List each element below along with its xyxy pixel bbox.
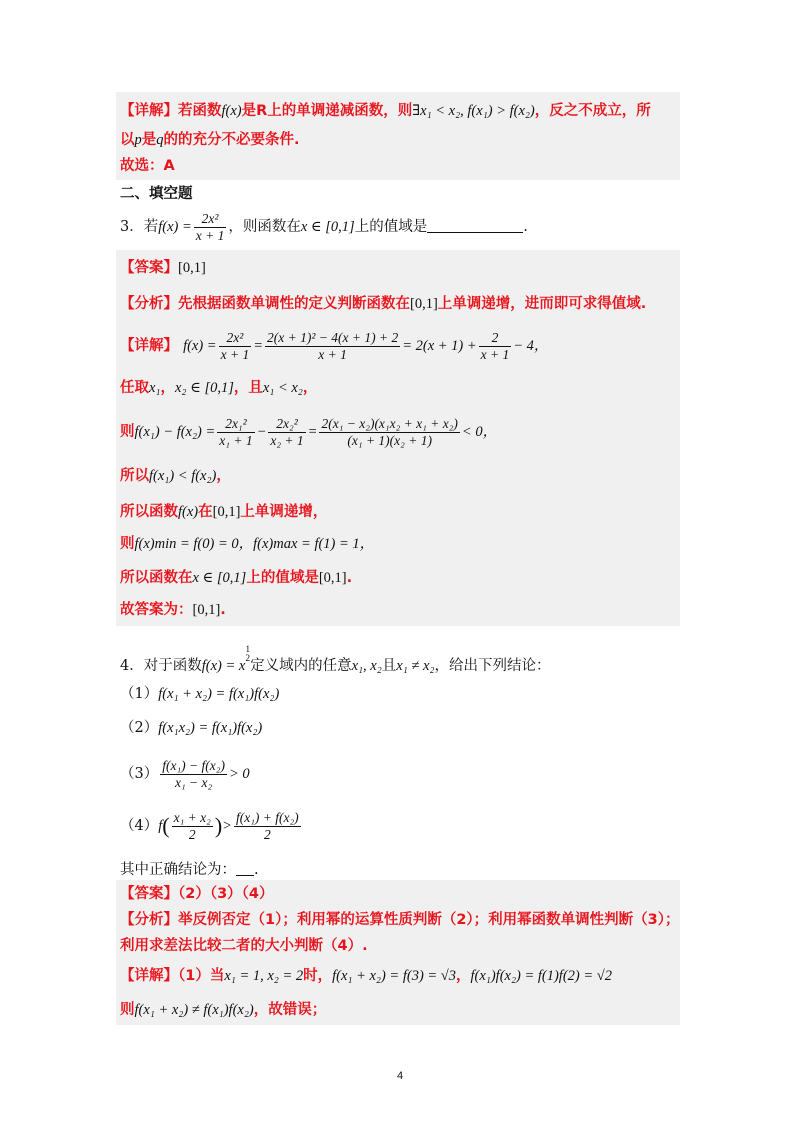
text: ，且	[233, 380, 263, 396]
text: 是	[141, 132, 157, 148]
q4-answer	[120, 884, 274, 904]
text: ，	[216, 468, 231, 484]
q4-detail-line2	[120, 1000, 326, 1020]
text: 举反例否定（1）；利用幂的运算性质判断（2）；利用幂函数单调性判断（3）；	[178, 912, 680, 928]
text: 则	[120, 536, 135, 552]
fraction	[172, 810, 213, 843]
fraction	[479, 330, 512, 363]
math-ineq: f(x₁) < f(x₂)	[149, 468, 217, 484]
denominator: 2	[263, 826, 271, 842]
right-paren: )	[214, 813, 223, 838]
math-fx: f(x)	[178, 504, 199, 520]
q3-answer	[120, 258, 206, 278]
text: ，	[302, 380, 318, 396]
numerator: 2x²	[194, 211, 227, 228]
numerator: x₁ + x₂	[173, 809, 211, 825]
math-x2: x₂ ∈ [0,1]	[174, 380, 234, 396]
text: 的的充分不必要条件.	[163, 132, 300, 148]
text: 定义域内的任意	[250, 658, 352, 674]
analysis-tag: 【分析】	[120, 296, 178, 312]
answer-value: [0,1]	[178, 260, 206, 276]
q3-detail-final	[120, 600, 226, 620]
fraction	[219, 330, 252, 363]
math-eq: =	[253, 338, 263, 354]
denominator: x₁ − x₂	[174, 774, 213, 790]
math-interval: [0,1]	[410, 296, 438, 312]
section-title: 二、填空题	[120, 186, 193, 202]
analysis-tag: 【分析】	[120, 912, 178, 928]
math-domain: x ∈ [0,1]	[192, 570, 247, 586]
math-domain: x ∈ [0,1]	[300, 219, 355, 235]
q2-detail-line2	[120, 130, 300, 150]
denominator: x + 1	[195, 227, 225, 243]
text: ，故错误；	[253, 1002, 327, 1018]
fraction	[268, 416, 305, 449]
text: 在	[198, 504, 213, 520]
math-interval: [0,1]	[192, 602, 221, 618]
q4-conclusion-4	[120, 806, 303, 846]
fraction	[160, 758, 227, 791]
text: 上单调递增，进而即可求得值域.	[437, 296, 647, 312]
math-lt0: < 0，	[461, 424, 498, 440]
text: 若函数	[178, 103, 222, 119]
denominator: x₁ + 1	[219, 432, 253, 448]
denominator: x + 1	[318, 346, 347, 362]
numerator: 2x₂²	[268, 416, 305, 433]
text: 所以函数在	[120, 570, 193, 586]
q2-detail-line1	[120, 101, 651, 121]
text: 则	[120, 424, 135, 440]
math-fx: f(x) = x	[201, 658, 246, 674]
fraction	[194, 211, 227, 244]
exp-num: 1	[245, 645, 251, 655]
fraction	[265, 330, 400, 363]
math-minus: −	[256, 424, 267, 440]
math-statement: f(x₁ + x₂) = f(x₁)f(x₂)	[158, 686, 280, 702]
text: 则	[120, 1002, 135, 1018]
q4-conclusion-2	[120, 718, 262, 738]
math-lhs: f(x) =	[183, 338, 217, 354]
answer-tag: 【答案】	[120, 260, 178, 276]
text: 上的值域是	[354, 219, 428, 235]
text: ，	[456, 968, 471, 984]
detail-tag: 【详解】	[120, 338, 178, 354]
numerator: 2(x₁ − x₂)(x₁x₂ + x₁ + x₂)	[321, 415, 458, 431]
denominator: (x₁ + 1)(x₂ + 1)	[347, 432, 432, 448]
label: （4）	[120, 818, 159, 834]
exp-den: 2	[245, 654, 251, 664]
math-condition: ∃x₁ < x₂, f(x₁) > f(x₂)	[412, 103, 535, 119]
answer-blank[interactable]	[236, 861, 254, 876]
detail-tag: 【详解】	[120, 968, 178, 984]
q4-prompt	[120, 860, 259, 880]
text: .	[220, 602, 226, 618]
math-expr: f(x₁ + x₂) ≠ f(x₁)f(x₂)	[134, 1002, 254, 1018]
q3-analysis	[120, 294, 646, 314]
label: （1）	[120, 686, 159, 702]
q4-conclusion-1	[120, 684, 279, 704]
text: 以	[120, 132, 135, 148]
numerator: 2(x + 1)² − 4(x + 1) + 2	[267, 329, 399, 345]
text: ，反之不成立，所	[534, 103, 651, 119]
q4-detail-line1	[120, 966, 612, 986]
answer-blank[interactable]	[427, 218, 523, 233]
text: 上的值域是	[246, 570, 319, 586]
math-ineq: x₁ < x₂	[262, 380, 303, 396]
q3-detail-line1	[120, 326, 548, 366]
q3-detail-take	[120, 378, 317, 398]
q3-detail-diff	[120, 410, 497, 454]
left-paren: (	[162, 813, 170, 838]
text: 且	[381, 658, 397, 674]
page-number: 4	[396, 1070, 404, 1082]
q3-detail-minmax	[120, 534, 374, 554]
fraction	[234, 810, 301, 843]
text: （1）当	[178, 968, 225, 984]
text: 所以	[120, 468, 149, 484]
text: 时，	[303, 968, 333, 984]
math-p: p	[134, 132, 142, 148]
fraction	[217, 416, 254, 449]
label: （3）	[120, 766, 159, 782]
q4-analysis-line1	[120, 910, 680, 930]
math-cond: x₁ = 1, x₂ = 2	[224, 968, 304, 984]
text: .	[523, 219, 528, 235]
q3-detail-so3	[120, 568, 352, 588]
math-interval: [0,1]	[212, 504, 241, 520]
answer-value: （2）（3）（4）	[178, 886, 274, 902]
math-gt: >	[222, 818, 232, 834]
denominator: x₂ + 1	[270, 432, 304, 448]
text: ，	[160, 380, 175, 396]
q4-conclusion-3	[120, 754, 250, 794]
math-vars: x₁, x₂	[351, 658, 382, 674]
text: ，则函数在	[228, 219, 301, 235]
math-q: q	[156, 132, 164, 148]
numerator: f(x₁) + f(x₂)	[235, 809, 299, 825]
q3-detail-so2	[120, 502, 327, 522]
math-minmax: f(x)min = f(0) = 0，f(x)max = f(1) = 1，	[134, 536, 375, 552]
math-neq: x₁ ≠ x₂	[396, 658, 435, 674]
text: 4．对于函数	[120, 658, 202, 674]
numerator: 2	[479, 330, 512, 347]
text: 先根据函数单调性的定义判断函数在	[178, 296, 410, 312]
math-eq: =	[307, 424, 318, 440]
fraction	[319, 416, 459, 449]
math-expr: f(x₁ + x₂) = f(3) = √3	[332, 968, 457, 984]
math-x1: x₁	[149, 380, 161, 396]
question-3	[120, 207, 528, 247]
text: ，给出下列结论：	[434, 658, 551, 674]
numerator: f(x₁) − f(x₂)	[162, 757, 225, 773]
numerator: 2x₁²	[217, 416, 254, 433]
question-4	[120, 646, 550, 676]
math-f: f	[158, 818, 163, 834]
math-tail: − 4，	[513, 338, 549, 354]
math-fx: f(x)	[221, 103, 242, 119]
text: .	[254, 862, 259, 878]
math-fx: f(x) =	[158, 219, 192, 235]
math-diff: f(x₁) − f(x₂) =	[134, 424, 216, 440]
text: 3．若	[120, 219, 159, 235]
text: 是R上的单调递减函数，则	[241, 103, 413, 119]
math-interval: [0,1]	[318, 570, 347, 586]
math-expr: f(x₁)f(x₂) = f(1)f(2) = √2	[470, 968, 612, 984]
math-expr: = 2(x + 1) +	[402, 338, 477, 354]
denominator: x + 1	[480, 346, 510, 362]
text: 其中正确结论为：	[120, 862, 236, 878]
denominator: 2	[188, 826, 196, 842]
q3-detail-so1	[120, 466, 231, 486]
math-statement: f(x₁x₂) = f(x₁)f(x₂)	[158, 720, 263, 736]
q4-analysis-line2: 利用求差法比较二者的大小判断（4）.	[120, 938, 368, 954]
label: （2）	[120, 720, 159, 736]
text: 上单调递增，	[240, 504, 328, 520]
text: 任取	[120, 380, 149, 396]
q2-choice: 故选：A	[120, 158, 175, 174]
text: 故答案为：	[120, 602, 193, 618]
numerator: 2x²	[219, 330, 252, 347]
detail-tag: 【详解】	[120, 103, 178, 119]
answer-tag: 【答案】	[120, 886, 178, 902]
text: .	[346, 570, 353, 586]
math-tail: > 0	[228, 766, 250, 782]
denominator: x + 1	[220, 346, 250, 362]
text: 所以函数	[120, 504, 178, 520]
